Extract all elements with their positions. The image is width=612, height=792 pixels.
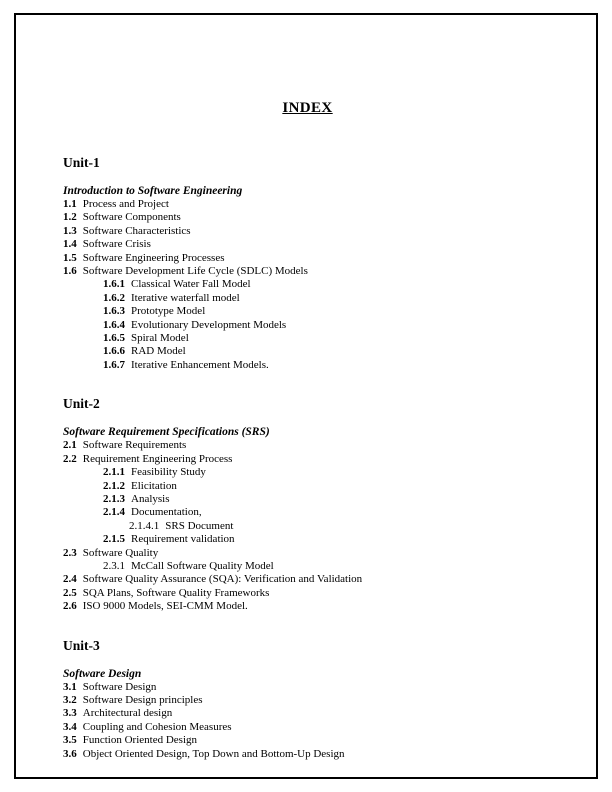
item-text: Object Oriented Design, Top Down and Bottom-Up Design (82, 747, 345, 760)
index-item (63, 707, 552, 720)
item-text: Software Requirements (82, 439, 187, 452)
item-number: 1.6.5 (103, 332, 125, 345)
item-number: 1.4 (63, 238, 77, 251)
item-text: RAD Model (131, 345, 186, 358)
item-text: Architectural design (82, 707, 173, 720)
index-item (63, 305, 552, 318)
index-item (63, 332, 552, 345)
item-number: 1.6.6 (103, 345, 125, 358)
item-number: 2.1.5 (103, 533, 125, 546)
index-item (63, 721, 552, 734)
item-number: 1.2 (63, 211, 77, 224)
index-item (63, 734, 552, 747)
index-item (63, 211, 552, 224)
index-item (63, 480, 552, 493)
index-item (63, 278, 552, 291)
index-item (63, 345, 552, 358)
item-text: Documentation, (131, 506, 202, 519)
item-text: Software Design principles (82, 693, 203, 706)
item-number: 1.1 (63, 198, 77, 210)
index-item (63, 748, 552, 761)
index-item (63, 694, 552, 707)
index-item (63, 238, 552, 251)
item-text: Software Engineering Processes (82, 251, 225, 264)
item-number: 1.6.1 (103, 278, 125, 291)
item-number: 3.4 (63, 720, 77, 733)
item-text: Elicitation (131, 479, 177, 492)
item-number: 2.5 (63, 586, 77, 599)
item-number: 2.4 (63, 573, 77, 586)
item-number: 1.6.3 (103, 305, 125, 318)
item-text: Requirement validation (131, 533, 235, 546)
item-number: 2.2 (63, 452, 77, 465)
index-item (63, 600, 552, 613)
unit-subtitle: Software Design (63, 667, 142, 680)
item-number: 2.1 (63, 439, 77, 452)
unit-section (63, 396, 552, 613)
index-item (63, 292, 552, 305)
item-number: 2.1.3 (103, 492, 125, 505)
item-number: 2.1.4.1 (129, 519, 160, 532)
item-text: Software Design (82, 680, 157, 693)
index-item (63, 252, 552, 265)
item-number: 1.5 (63, 251, 77, 264)
item-number: 2.3.1 (103, 559, 125, 572)
item-text: SQA Plans, Software Quality Frameworks (82, 586, 270, 599)
item-number: 2.3 (63, 546, 77, 559)
item-number: 3.6 (63, 747, 77, 760)
index-item (63, 319, 552, 332)
item-number: 3.2 (63, 693, 77, 706)
item-text: Software Quality (82, 546, 159, 559)
item-number: 3.1 (63, 680, 77, 693)
index-item (63, 520, 552, 533)
index-item (63, 225, 552, 238)
item-text: Coupling and Cohesion Measures (82, 720, 232, 733)
index-units (63, 155, 552, 761)
item-number: 1.3 (63, 224, 77, 237)
item-number: 2.1.1 (103, 466, 125, 479)
index-item (63, 573, 552, 586)
item-text: McCall Software Quality Model (131, 559, 274, 572)
index-item (63, 453, 552, 466)
item-text: Software Components (82, 211, 181, 224)
unit-section (63, 155, 552, 372)
item-number: 2.1.4 (103, 506, 125, 519)
item-text: Classical Water Fall Model (131, 278, 251, 291)
item-text: SRS Document (165, 519, 234, 532)
page-title: INDEX (282, 100, 333, 116)
item-text: Software Quality Assurance (SQA): Verification and Validation (82, 573, 363, 586)
unit-heading: Unit-1 (63, 155, 100, 170)
item-number: 3.5 (63, 734, 77, 747)
index-item (63, 265, 552, 278)
index-item (63, 681, 552, 694)
item-text: Iterative Enhancement Models. (131, 358, 269, 371)
item-number: 1.6.7 (103, 358, 125, 371)
index-item (63, 466, 552, 479)
unit-subtitle: Introduction to Software Engineering (63, 185, 243, 197)
item-text: ISO 9000 Models, SEI-CMM Model. (82, 600, 248, 613)
item-text: Software Crisis (82, 238, 151, 251)
item-number: 1.6 (63, 265, 77, 278)
index-item (63, 359, 552, 372)
item-text: Analysis (131, 492, 170, 505)
item-text: Software Characteristics (82, 224, 191, 237)
unit-heading: Unit-2 (63, 396, 100, 412)
index-item (63, 533, 552, 546)
item-number: 2.6 (63, 600, 77, 613)
item-text: Software Development Life Cycle (SDLC) Models (82, 265, 308, 278)
item-text: Function Oriented Design (82, 734, 198, 747)
unit-section (63, 638, 552, 761)
item-text: Feasibility Study (131, 466, 206, 479)
index-item (63, 506, 552, 519)
item-number: 2.1.2 (103, 479, 125, 492)
item-number: 1.6.2 (103, 291, 125, 304)
item-text: Prototype Model (131, 305, 206, 318)
index-item (63, 560, 552, 573)
index-item (63, 439, 552, 452)
item-text: Spiral Model (131, 332, 189, 345)
index-item (63, 198, 552, 211)
index-item (63, 493, 552, 506)
item-text: Evolutionary Development Models (131, 318, 287, 331)
item-text: Process and Project (82, 198, 169, 210)
item-text: Iterative waterfall model (131, 291, 240, 304)
index-item (63, 587, 552, 600)
index-item (63, 547, 552, 560)
unit-subtitle: Software Requirement Specifications (SRS) (63, 426, 270, 439)
unit-heading: Unit-3 (63, 637, 100, 653)
item-number: 3.3 (63, 707, 77, 720)
item-text: Requirement Engineering Process (82, 452, 233, 465)
item-number: 1.6.4 (103, 318, 125, 331)
